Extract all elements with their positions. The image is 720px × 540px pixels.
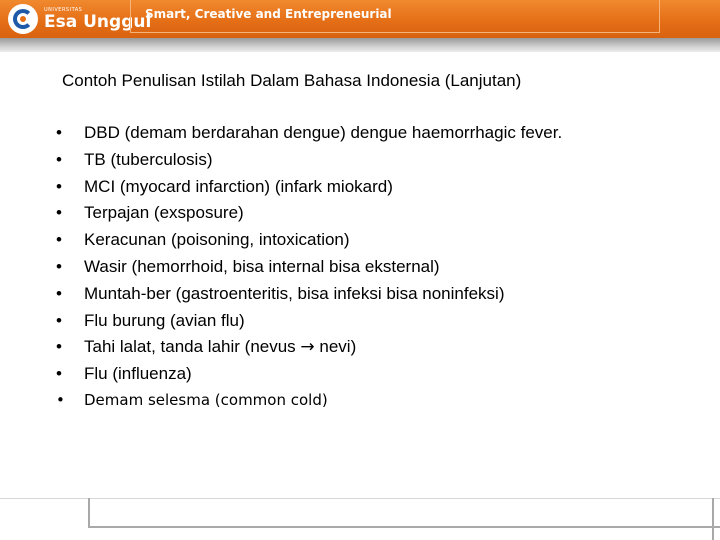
nevus-text-after: nevi) [314, 337, 357, 357]
arrow-right-icon: → [300, 337, 315, 358]
list-item [56, 177, 562, 204]
list-item [56, 391, 562, 418]
list-item-text: Wasir (hemorrhoid, bisa internal bisa eksternal) [84, 256, 440, 276]
logo-emblem-icon [8, 4, 38, 34]
bullet-icon: • [56, 230, 62, 250]
bullet-icon: • [56, 390, 65, 409]
list-item [56, 150, 562, 177]
list-item [56, 337, 562, 364]
list-item-text: DBD (demam berdarahan dengue) dengue haemorrhagic fever. [84, 123, 563, 142]
footer-frame-right [712, 498, 714, 540]
bullet-icon: • [56, 149, 62, 169]
footer-frame-left [88, 498, 90, 528]
list-item-text [84, 337, 356, 357]
list-item-text: TB (tuberculosis) [84, 149, 213, 169]
list-item-text: MCI (myocard infarction) (infark miokard) [84, 176, 393, 196]
bullet-list [56, 123, 562, 418]
logo-name: Esa Unggul [44, 11, 152, 32]
logo-caption: UNIVERSITAS [44, 6, 83, 13]
bullet-icon: • [56, 123, 62, 142]
list-item [56, 364, 562, 391]
list-item [56, 311, 562, 338]
list-item-text: Flu burung (avian flu) [84, 310, 245, 330]
list-item [56, 203, 562, 230]
list-item [56, 230, 562, 257]
bullet-icon: • [56, 176, 62, 196]
header-divider [0, 38, 720, 52]
list-item-text: Muntah-ber (gastroenteritis, bisa infeksi bisa noninfeksi) [84, 283, 505, 303]
list-item-text: Flu (influenza) [84, 364, 192, 384]
list-item-text: Demam selesma (common cold) [84, 390, 328, 409]
bullet-icon: • [56, 337, 62, 357]
tagline-box [130, 0, 660, 33]
slide-title: Contoh Penulisan Istilah Dalam Bahasa Indonesia (Lanjutan) [62, 71, 522, 90]
list-item-text: Keracunan (poisoning, intoxication) [84, 230, 350, 250]
list-item [56, 284, 562, 311]
tagline: Smart, Creative and Entrepreneurial [145, 7, 392, 21]
bullet-icon: • [56, 203, 62, 223]
list-item-text: Terpajan (exsposure) [84, 203, 244, 223]
bullet-icon: • [56, 310, 62, 330]
header-bar [0, 0, 720, 38]
footer-frame-bottom [88, 526, 720, 528]
bullet-icon: • [56, 283, 62, 303]
list-item [56, 123, 562, 150]
list-item [56, 257, 562, 284]
nevus-text-before: Tahi lalat, tanda lahir (nevus [84, 337, 301, 357]
bullet-icon: • [56, 256, 62, 276]
footer-rule [0, 498, 720, 499]
bullet-icon: • [56, 364, 62, 384]
